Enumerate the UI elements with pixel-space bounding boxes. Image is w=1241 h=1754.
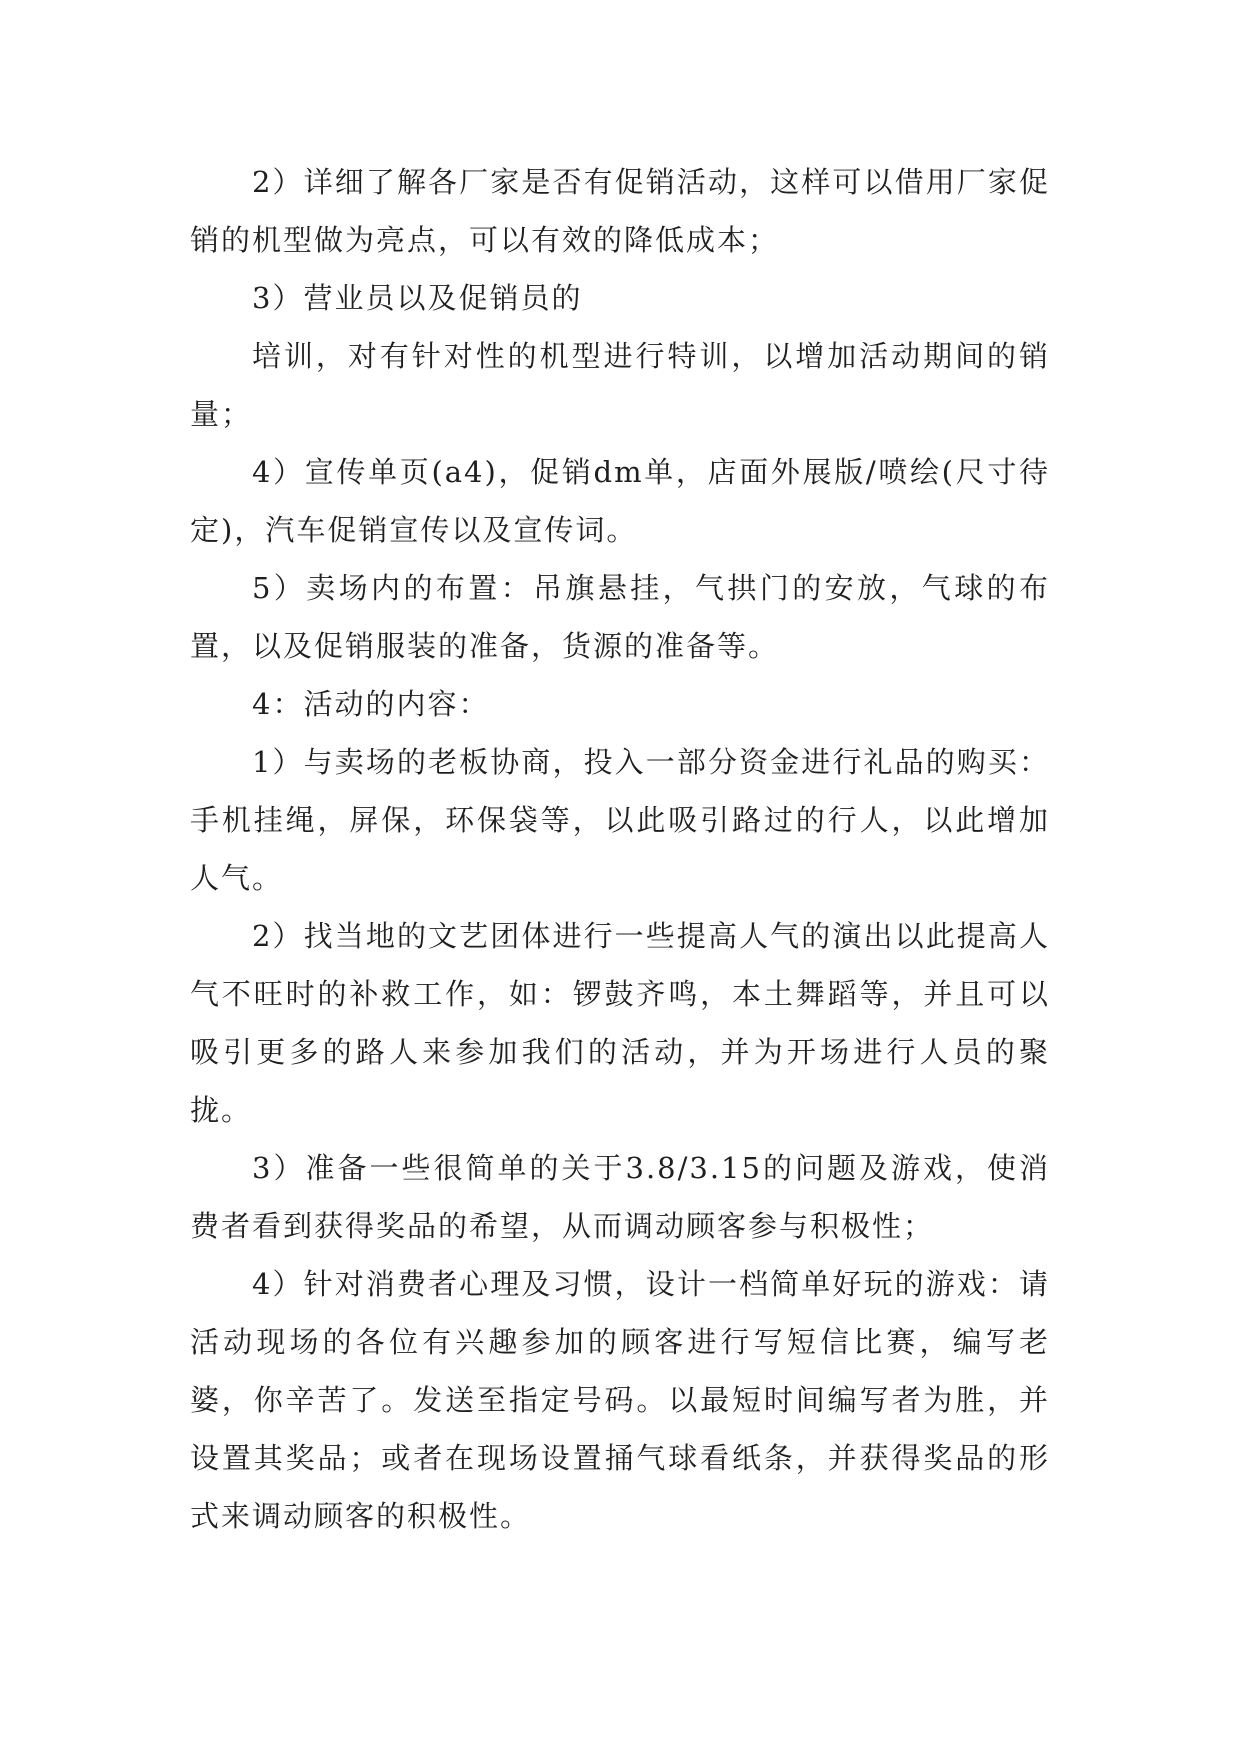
section-heading-activity-content: 4：活动的内容： [252, 687, 490, 721]
document-body [190, 153, 1050, 1545]
paragraph-quiz-games: 3）准备一些很简单的关于3.8/3.15的问题及游戏，使消费者看到获得奖品的希望，从而调动顾客参与积极性； [190, 1151, 1050, 1243]
paragraph-gift-purchase: 1）与卖场的老板协商，投入一部分资金进行礼品的购买：手机挂绳，屏保，环保袋等，以此吸引路过的行人，以此增加人气。 [190, 745, 1050, 895]
paragraph-staff-training: 培训，对有针对性的机型进行特训，以增加活动期间的销量； [190, 339, 1050, 431]
paragraph-factory-promotions: 2）详细了解各厂家是否有促销活动，这样可以借用厂家促销的机型做为亮点，可以有效的降低成本； [190, 165, 1050, 257]
paragraph-flyers: 4）宣传单页(a4)，促销dm单，店面外展版/喷绘(尺寸待定)，汽车促销宣传以及宣传词。 [190, 455, 1050, 547]
paragraph-performances: 2）找当地的文艺团体进行一些提高人气的演出以此提高人气不旺时的补救工作，如：锣鼓齐鸣，本土舞蹈等，并且可以吸引更多的路人来参加我们的活动，并为开场进行人员的聚拢。 [190, 919, 1050, 1127]
paragraph-staff-training-heading: 3）营业员以及促销员的 [252, 281, 583, 315]
paragraph-sms-game: 4）针对消费者心理及习惯，设计一档简单好玩的游戏：请活动现场的各位有兴趣参加的顾客进行写短信比赛，编写老婆，你辛苦了。发送至指定号码。以最短时间编写者为胜，并设置其奖品；或者在现场设置捅气球看纸条，并获得奖品的形式来调动顾客的积极性。 [190, 1267, 1050, 1533]
paragraph-store-layout: 5）卖场内的布置：吊旗悬挂，气拱门的安放，气球的布置，以及促销服装的准备，货源的准备等。 [190, 571, 1050, 663]
